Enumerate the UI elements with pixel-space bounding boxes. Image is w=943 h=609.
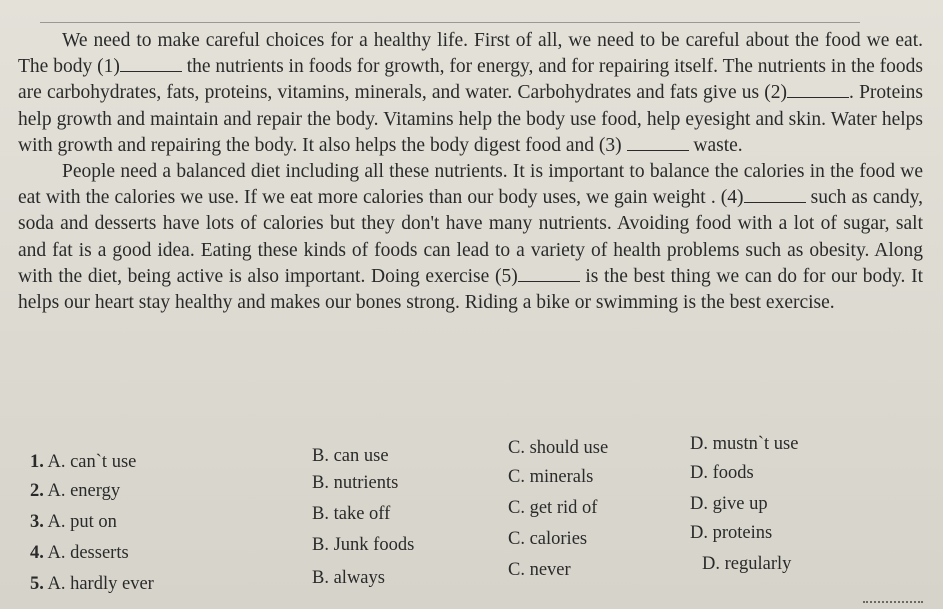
q1-option-d[interactable]: D. mustn`t use (690, 434, 799, 454)
paragraph-1 (18, 28, 923, 159)
q4-a-label: A. desserts (47, 543, 129, 563)
p2-text-1: People need a balanced diet including all these nutrients. It is important to balance the calories in the food we eat with the calories we use. If we eat more calories than our body uses, we gain weight . (4) (18, 161, 923, 209)
reading-passage (18, 28, 923, 316)
q1-option-b[interactable]: B. can use (312, 446, 389, 466)
q3-a-label: A. put on (47, 512, 117, 532)
question-row-5 (30, 548, 910, 594)
q5-a-label: A. hardly ever (47, 574, 154, 594)
q3-option-d[interactable]: D. give up (690, 494, 768, 514)
q4-number: 4. (30, 543, 44, 563)
q2-option-c[interactable]: C. minerals (508, 467, 594, 487)
paragraph-2 (18, 159, 923, 316)
q2-option-b[interactable]: B. nutrients (312, 473, 399, 493)
p2-text-3: is the best thing we can do for our body. It helps our heart stay healthy and makes our bones strong. Riding a bike or swimming is the best exercise. (18, 265, 924, 314)
p2-text-2: such as candy, soda and desserts have lots of calories but they don't have many nutrients. Avoiding food with a lot of sugar, salt and fat is a good idea. Eating these kinds of foods can lead to a variety of health problems such as obesity. Along with the diet, being active is also important. Doing exercise (5) (18, 187, 923, 287)
q3-option-b[interactable]: B. take off (312, 504, 391, 524)
q4-option-c[interactable]: C. calories (508, 529, 588, 549)
q1-option-c[interactable]: C. should use (508, 438, 609, 458)
q4-option-b[interactable]: B. Junk foods (312, 535, 415, 555)
q5-option-c[interactable]: C. never (508, 560, 571, 580)
blank-3 (627, 136, 689, 151)
q1-a-label: A. can`t use (47, 452, 137, 472)
question-row-1 (30, 432, 910, 472)
blank-1 (120, 57, 182, 72)
q2-option-d[interactable]: D. foods (690, 463, 754, 483)
blank-4 (744, 188, 806, 203)
p1-text-2: the nutrients in foods for growth, for energy, and for repairing itself. The nutrients in the foods are carbohydrates, fats, proteins, vitamins, minerals, and water. Carbohydrates and fats give us (2) (18, 56, 923, 104)
q5-number: 5. (30, 574, 44, 594)
question-row-3 (30, 490, 910, 532)
q5-option-d[interactable]: D. regularly (702, 554, 792, 574)
q5-option-a[interactable] (30, 574, 154, 595)
page-edge-mark (863, 601, 923, 607)
question-row-2 (30, 461, 910, 501)
p1-text-3: . Proteins help growth and maintain and repair the body. Vitamins help the body use food, help eyesight and skin. Water helps with growth and repairing the body. It also helps the body digest food and (3) (18, 82, 923, 156)
q4-option-d[interactable]: D. proteins (690, 523, 773, 543)
q2-a-label: A. energy (47, 481, 121, 501)
q3-option-c[interactable]: C. get rid of (508, 498, 598, 518)
p1-text-4: waste. (688, 134, 743, 156)
blank-5 (518, 267, 580, 282)
answer-options (30, 432, 910, 594)
question-row-4 (30, 519, 910, 563)
top-divider (40, 22, 860, 23)
p1-text-1: We need to make careful choices for a healthy life. First of all, we need to be careful about the food we eat. The body (1) (18, 30, 923, 78)
q1-number: 1. (30, 452, 44, 472)
q3-number: 3. (30, 512, 44, 532)
q5-option-b[interactable]: B. always (312, 568, 385, 588)
blank-2 (787, 83, 849, 98)
q2-number: 2. (30, 481, 44, 501)
